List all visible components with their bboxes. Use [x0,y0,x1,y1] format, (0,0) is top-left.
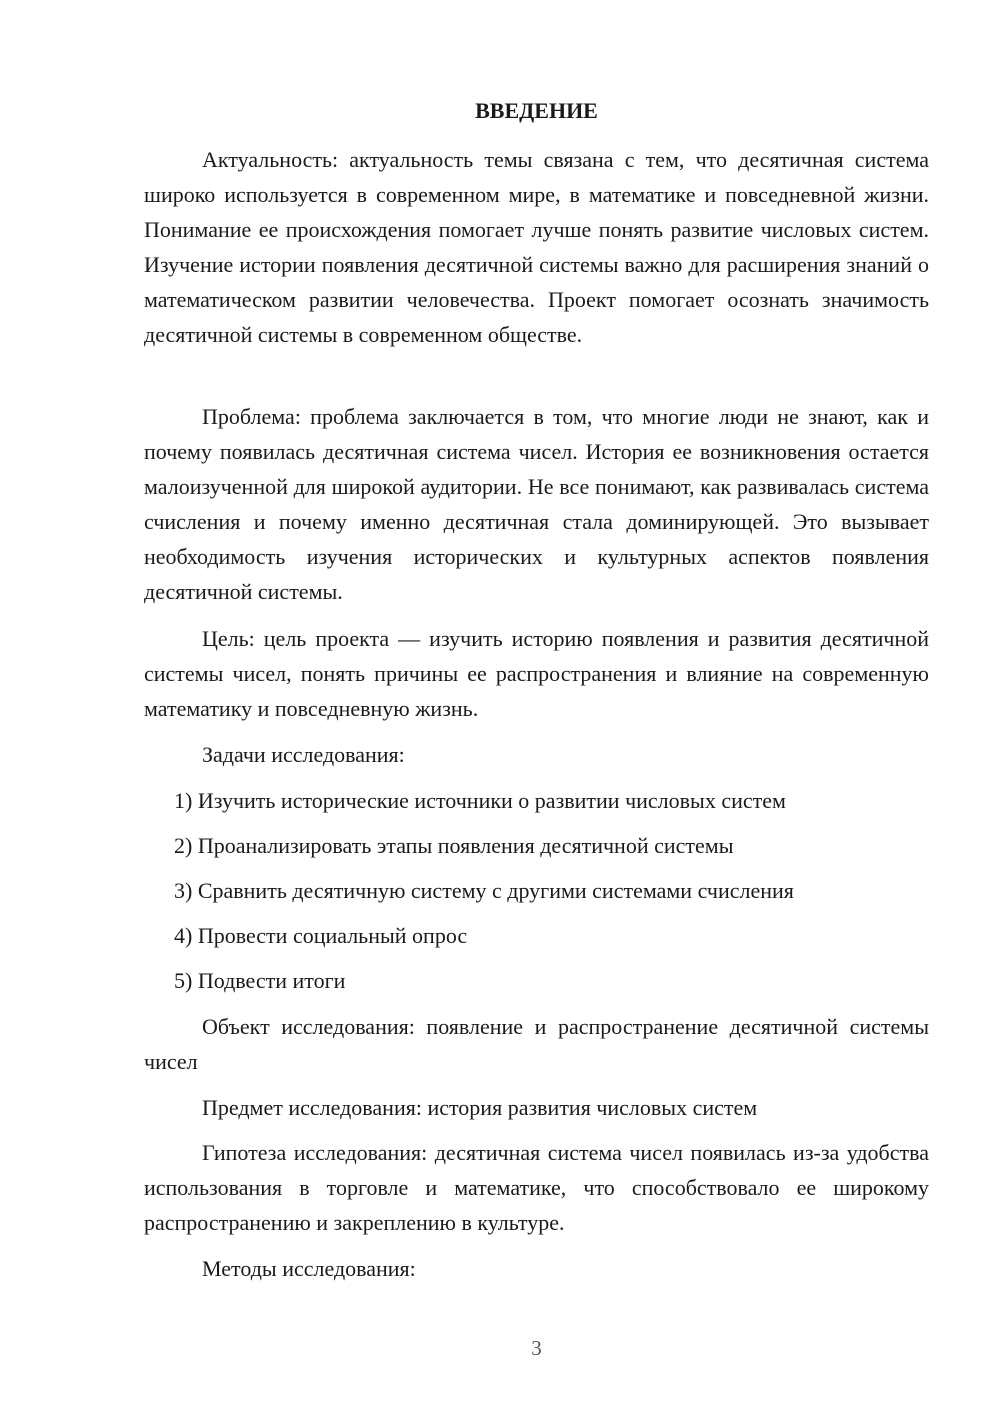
task-item: 2) Проанализировать этапы появления десятичной системы [174,833,734,858]
document-page [144,0,929,1414]
goal-paragraph: Цель: цель проекта — изучить историю появления и развития десятичной системы чисел, понять причины ее распространения и влияние на современную математику и повседневную жизнь. [144,626,929,721]
task-item: 3) Сравнить десятичную систему с другими системами счисления [174,878,794,903]
relevance-paragraph: Актуальность: актуальность темы связана с тем, что десятичная система широко используется в современном мире, в математике и повседневной жизни. Понимание ее происхождения помогает лучше понять развитие числовых систем. Изучение истории появления десятичной системы важно для расширения знаний о математическом развитии человечества. Проект помогает осознать значимость десятичной системы в современном обществе. [144,147,929,347]
subject-paragraph: Предмет исследования: история развития числовых систем [202,1095,758,1120]
task-item: 4) Провести социальный опрос [174,923,468,948]
task-item: 5) Подвести итоги [174,968,346,993]
page-number: 3 [531,1336,542,1360]
page-title: ВВЕДЕНИЕ [475,98,598,123]
tasks-heading: Задачи исследования: [202,742,405,767]
object-paragraph: Объект исследования: появление и распространение десятичной системы чисел [144,1014,929,1074]
problem-paragraph: Проблема: проблема заключается в том, что многие люди не знают, как и почему появилась десятичная система чисел. История ее возникновения остается малоизученной для широкой аудитории. Не все понимают, как развивалась система счисления и почему именно десятичная стала доминирующей. Это вызывает необходимость изучения исторических и культурных аспектов появления десятичной системы. [144,404,929,604]
hypothesis-paragraph: Гипотеза исследования: десятичная система чисел появилась из-за удобства использования в торговле и математике, что способствовало ее широкому распространению и закреплению в культуре. [144,1140,929,1235]
task-item: 1) Изучить исторические источники о развитии числовых систем [174,788,786,813]
methods-paragraph: Методы исследования: [202,1256,416,1281]
